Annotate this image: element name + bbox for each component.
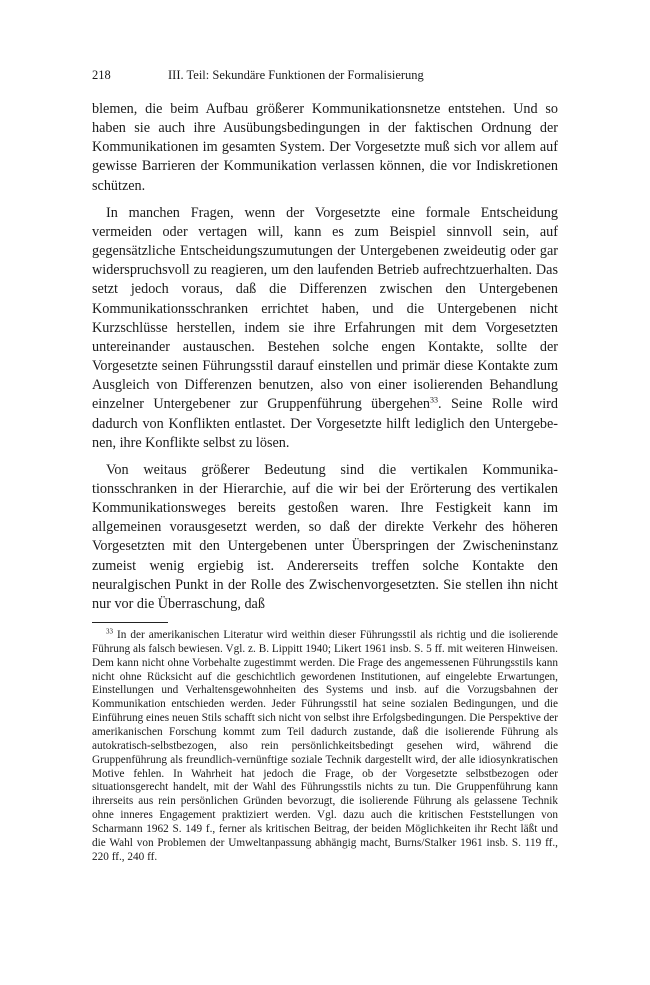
book-page	[92, 68, 558, 864]
footnote-marker: 33	[106, 627, 113, 636]
paragraph-text-cont: . Seine Rolle wird dadurch von Konflikten entlastet. Der Vorgesetzte hilft lediglich den Untergebenen, ihre Konflikte selbst zu lösen.	[92, 396, 559, 451]
footnote	[92, 629, 558, 864]
paragraph-vertical-barriers: Von weitaus größerer Bedeutung sind die vertikalen Kommunikationsschranken in der Hierarchie, auf die wir bei der Erörterung des vertikalen Kommunikationsweges bereits gestoßen waren. Ihre Festigkeit kann im allgemeinen vorausgesetzt werden, so daß der direkte Verkehr des höheren Vorgesetzten mit den Untergebenen unter Überspringen der Zwischeninstanz zumeist wenig ergiebig ist. Andererseits treffen solche Kontakte den neuralgischen Punkt in der Rolle des Zwischenvorgesetzten. Sie stellen ihn nicht nur vor die Überraschung, daß	[92, 461, 558, 612]
running-head	[92, 68, 558, 90]
footnote-text: In der amerikanischen Literatur wird weithin dieser Führungsstil als richtig und die isolierende Führung als falsch bewiesen. Vgl. z. B. Lippitt 1940; Likert 1961 insb. S. 5 ff. mit weiteren Hinweisen. Dem kann nicht ohne Vorbehalte zugestimmt werden. Die Frage des angemessenen Führungsstils kann nicht ohne Rücksicht auf die geschichtlich gewordenen Institutionen, auf eingelebte Erwartungen, Einstellungen und Verhaltensgewohnheiten des Systems und insb. auf die Vorzugsbahnen der Kommunikation entschieden werden. Jeder Führungsstil hat seine sozialen Bedingungen, und die Einführung eines neuen Stils schafft sich nicht von selbst ihre Erfolgsbedingungen. Die Perspektive der amerikanischen Forschung kommt zum Teil dadurch zustande, daß die isolierende Führung als autokratisch-selbstbezogen, also rein persönlichkeitsbedingt gesehen wird, während die Gruppenführung als freundlich-vernünftige soziale Technik dargestellt wird, der alle idiosynkratischen Motive fehlen. In Wahrheit hat jedoch die Frage, ob der Vorgesetzte selbstbezogen oder situationsgerecht handelt, mit der Wahl des Führungsstils nichts zu tun. Die Gruppenführung kann ihrerseits aus rein persönlichen Gründen bevorzugt, die isolierende Führung als gelassene Technik ohne inneres Engagement praktiziert werden. Vgl. dazu auch die kritischen Feststellungen von Scharmann 1962 S. 149 f., ferner als kritischen Beitrag, der beiden Möglichkeiten ihr Recht läßt und die Wahl von Problemen der Umweltanpassung abhängig macht, Burns/Stalker 1961 insb. S. 119 ff., 220 ff., 240 ff.	[92, 629, 558, 863]
chapter-title: III. Teil: Sekundäre Funktionen der Formalisierung	[168, 68, 424, 82]
footnote-divider	[92, 622, 168, 623]
page-number: 218	[92, 68, 111, 82]
body-text	[92, 100, 558, 614]
paragraph-continued: blemen, die beim Aufbau größerer Kommunikationsnetze entstehen. Und so haben sie auch ihre Ausübungsbedingungen in der faktischen Ordnung der Kommunikationen im gesamten System. Der Vorgesetzte muß sich vor allem auf gewisse Barrieren der Kommunikation verlassen können, die vor Indiskretionen schützen.	[92, 101, 558, 194]
footnote-reference[interactable]: 33	[430, 395, 439, 405]
paragraph-text: In manchen Fragen, wenn der Vorgesetzte eine formale Entscheidung vermeiden oder vertagen will, kann es zum Beispiel sinnvoll sein, auf gegensätzliche Entscheidungszumutungen der Untergebenen zweideutig oder gar widerspruchsvoll zu reagieren, um den laufenden Betrieb aufrechtzuerhalten. Das setzt jedoch voraus, daß die Differenzen zwischen den Untergebenen Kommunikationsschranken errichtet haben, und die Untergebenen nicht Kurzschlüsse herstellen, indem sie ihre Erfahrungen mit dem Vorgesetzten untereinander austauschen. Bestehen solche engen Kontakte, sollte der Vorgesetzte seinen Führungsstil darauf einstellen und primär diese Kontakte zum Ausgleich von Differenzen benutzen, also von einer isolierenden Behandlung einzelner Untergebener zur Gruppenführung übergehen	[92, 204, 558, 413]
paragraph-communication-barriers	[92, 204, 558, 453]
